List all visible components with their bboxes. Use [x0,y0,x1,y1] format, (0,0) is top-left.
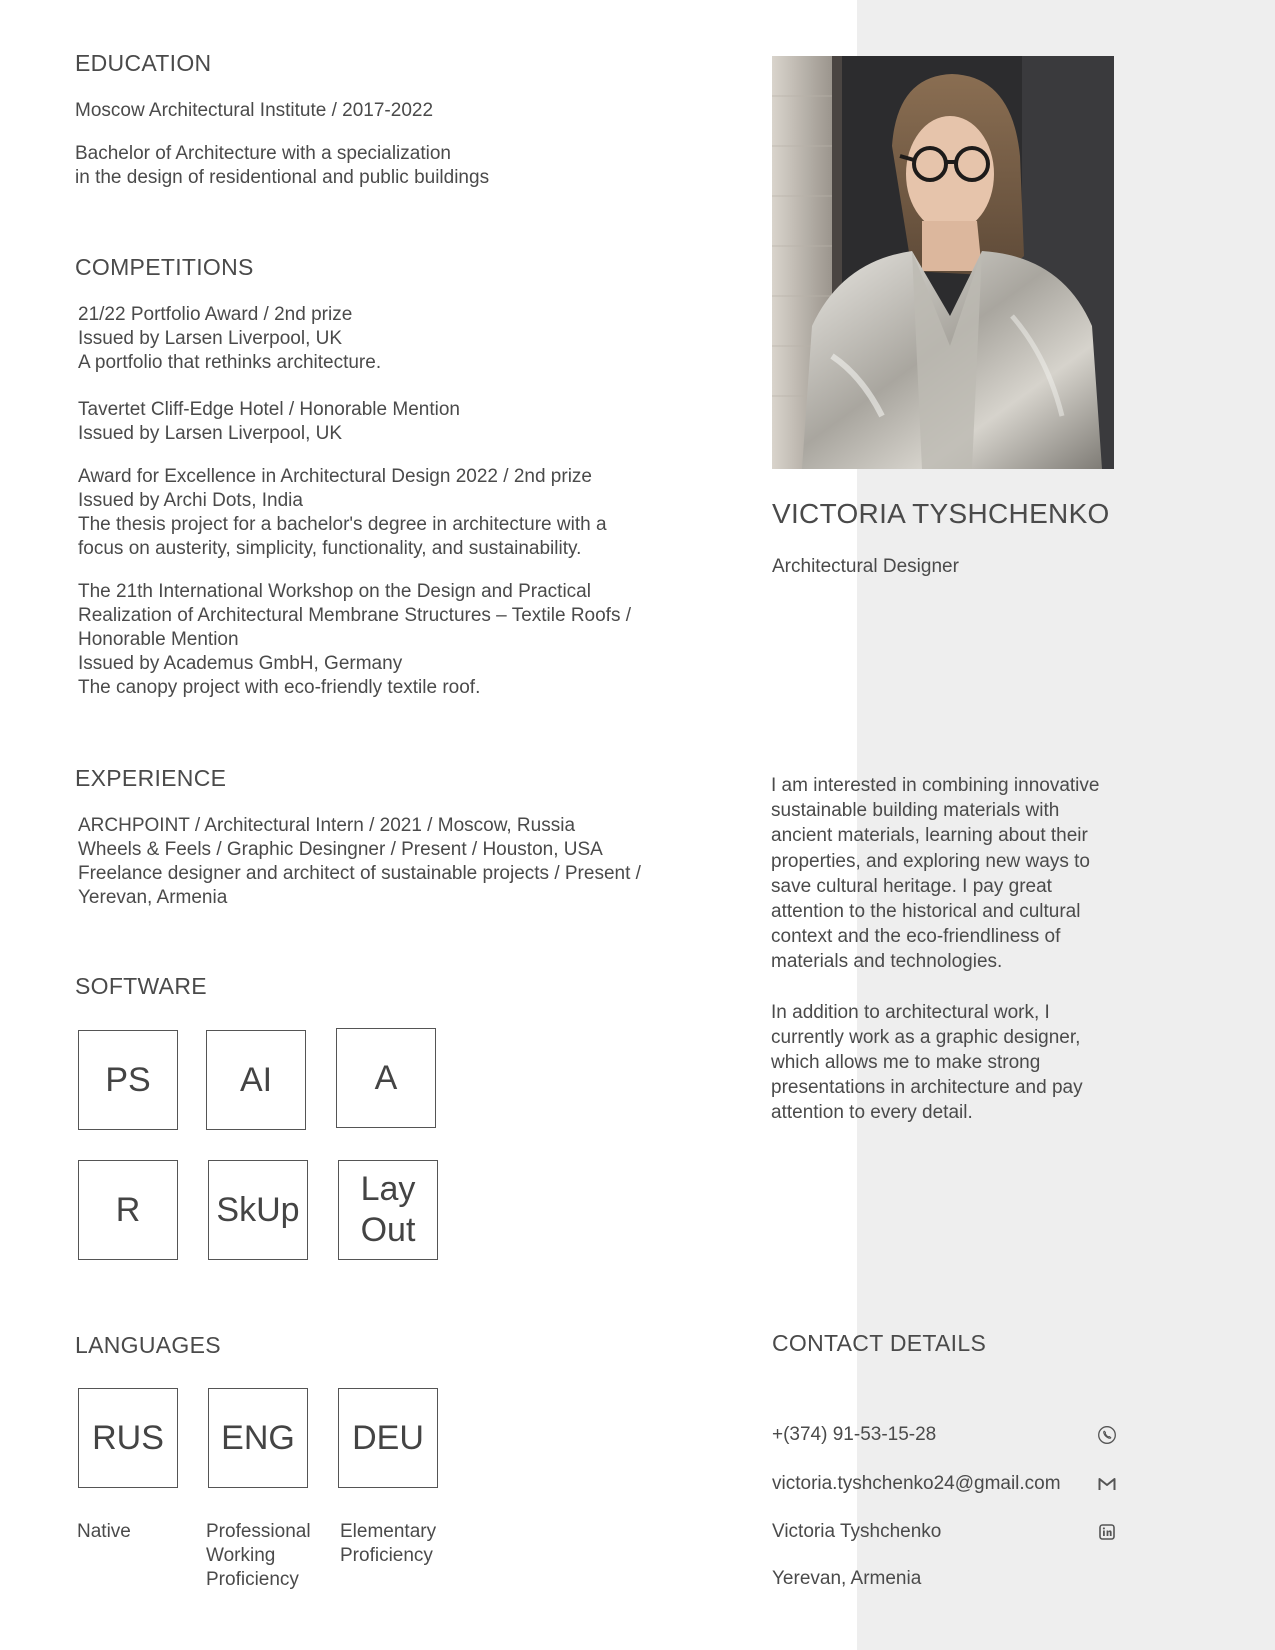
language-level-line: Elementary [340,1521,437,1542]
competition-line: Realization of Architectural Membrane Structures – Textile Roofs / [78,605,632,626]
portrait-illustration [772,56,1114,469]
competition-line: Issued by Larsen Liverpool, UK [78,328,343,349]
competition-line: Honorable Mention [78,629,239,650]
language-code: RUS [92,1418,164,1457]
language-level-eng [206,1520,331,1592]
software-label: Lay [360,1170,416,1208]
software-box-ps [78,1030,178,1130]
competition-line: Issued by Academus GmbH, Germany [78,653,403,674]
competition-line: Tavertet Cliff-Edge Hotel / Honorable Mention [78,399,460,420]
language-level-deu [340,1520,465,1568]
competition-line: focus on austerity, simplicity, functionality, and sustainability. [78,538,582,559]
about-line: materials and technologies. [771,951,1003,973]
education-heading: EDUCATION [75,50,212,76]
contact-linkedin-row[interactable] [772,1518,1117,1546]
language-code: ENG [221,1418,295,1457]
contact-linkedin[interactable]: Victoria Tyshchenko [772,1521,942,1542]
competition-item [78,580,715,700]
language-box-deu [338,1388,438,1488]
software-box-a [336,1028,436,1128]
about-section [771,773,1151,1126]
competition-line: The canopy project with eco-friendly textile roof. [78,677,481,698]
competition-item [78,303,715,375]
language-box-eng [208,1388,308,1488]
software-box-layout [338,1160,438,1260]
software-label: PS [105,1060,151,1099]
experience-line: Yerevan, Armenia [78,887,228,908]
about-line: currently work as a graphic designer, [771,1026,1081,1048]
software-heading: SOFTWARE [75,973,207,999]
competition-line: The thesis project for a bachelor's degree in architecture with a [78,514,607,535]
language-level-line: Professional [206,1521,311,1542]
education-degree-line: Bachelor of Architecture with a specialization [75,143,451,164]
competition-item [78,465,715,561]
about-line: attention to every detail. [771,1102,973,1124]
software-box-skup [208,1160,308,1260]
about-line: attention to the historical and cultural [771,901,1081,923]
experience-line: Wheels & Feels / Graphic Desingner / Present / Houston, USA [78,839,603,860]
competition-line: Award for Excellence in Architectural Design 2022 / 2nd prize [78,466,592,487]
education-section [75,50,695,190]
about-line: ancient materials, learning about their [771,825,1088,847]
contact-phone-row[interactable] [772,1421,1117,1449]
software-box-ai [206,1030,306,1130]
about-line: presentations in architecture and pay [771,1077,1083,1099]
linkedin-icon[interactable] [1097,1522,1117,1542]
competitions-section [75,254,715,719]
language-level-line: Working [206,1545,276,1566]
experience-line: ARCHPOINT / Architectural Intern / 2021 / Moscow, Russia [78,815,576,836]
contact-email[interactable]: victoria.tyshchenko24@gmail.com [772,1473,1061,1494]
phone-icon[interactable] [1097,1425,1117,1445]
competition-line: A portfolio that rethinks architecture. [78,352,382,373]
software-label: A [374,1058,398,1097]
contact-location-row [772,1565,1117,1593]
profile-title: Architectural Designer [772,556,959,577]
about-line: save cultural heritage. I pay great [771,875,1052,897]
about-line: which allows me to make strong [771,1052,1041,1074]
education-degree-line: in the design of residentional and public buildings [75,167,490,188]
language-level-rus [77,1520,202,1544]
about-line: In addition to architectural work, I [771,1001,1050,1023]
experience-line: Freelance designer and architect of sustainable projects / Present / [78,863,641,884]
competition-line: The 21th International Workshop on the Design and Practical [78,581,591,602]
competition-item [78,398,715,446]
gmail-icon[interactable] [1097,1474,1117,1494]
about-line: sustainable building materials with [771,800,1060,822]
software-label: Out [360,1211,416,1249]
about-line: I am interested in combining innovative [771,775,1100,796]
about-line: properties, and exploring new ways to [771,850,1090,872]
contact-location: Yerevan, Armenia [772,1568,922,1589]
contact-email-row[interactable] [772,1470,1117,1498]
competitions-heading: COMPETITIONS [75,254,254,280]
education-institution: Moscow Architectural Institute / 2017-2022 [75,100,434,121]
software-box-r [78,1160,178,1260]
software-label: SkUp [216,1190,300,1229]
competition-line: 21/22 Portfolio Award / 2nd prize [78,304,353,325]
languages-heading: LANGUAGES [75,1332,221,1358]
about-line: context and the eco-friendliness of [771,926,1061,948]
software-label: AI [239,1060,273,1099]
education-degree [75,142,695,190]
profile-name: VICTORIA TYSHCHENKO [772,498,1110,529]
contact-heading: CONTACT DETAILS [772,1330,987,1356]
contact-phone[interactable]: +(374) 91-53-15-28 [772,1424,937,1445]
experience-heading: EXPERIENCE [75,765,227,791]
about-paragraph-1 [771,773,1151,975]
language-box-rus [78,1388,178,1488]
language-level-line: Proficiency [206,1569,299,1590]
language-code: DEU [352,1418,424,1457]
profile-photo [772,56,1114,469]
competition-line: Issued by Larsen Liverpool, UK [78,423,343,444]
experience-section [75,765,735,910]
software-label: R [115,1190,141,1229]
about-paragraph-2 [771,1000,1151,1126]
language-level-line: Proficiency [340,1545,433,1566]
language-level-line: Native [77,1521,131,1542]
competition-line: Issued by Archi Dots, India [78,490,303,511]
